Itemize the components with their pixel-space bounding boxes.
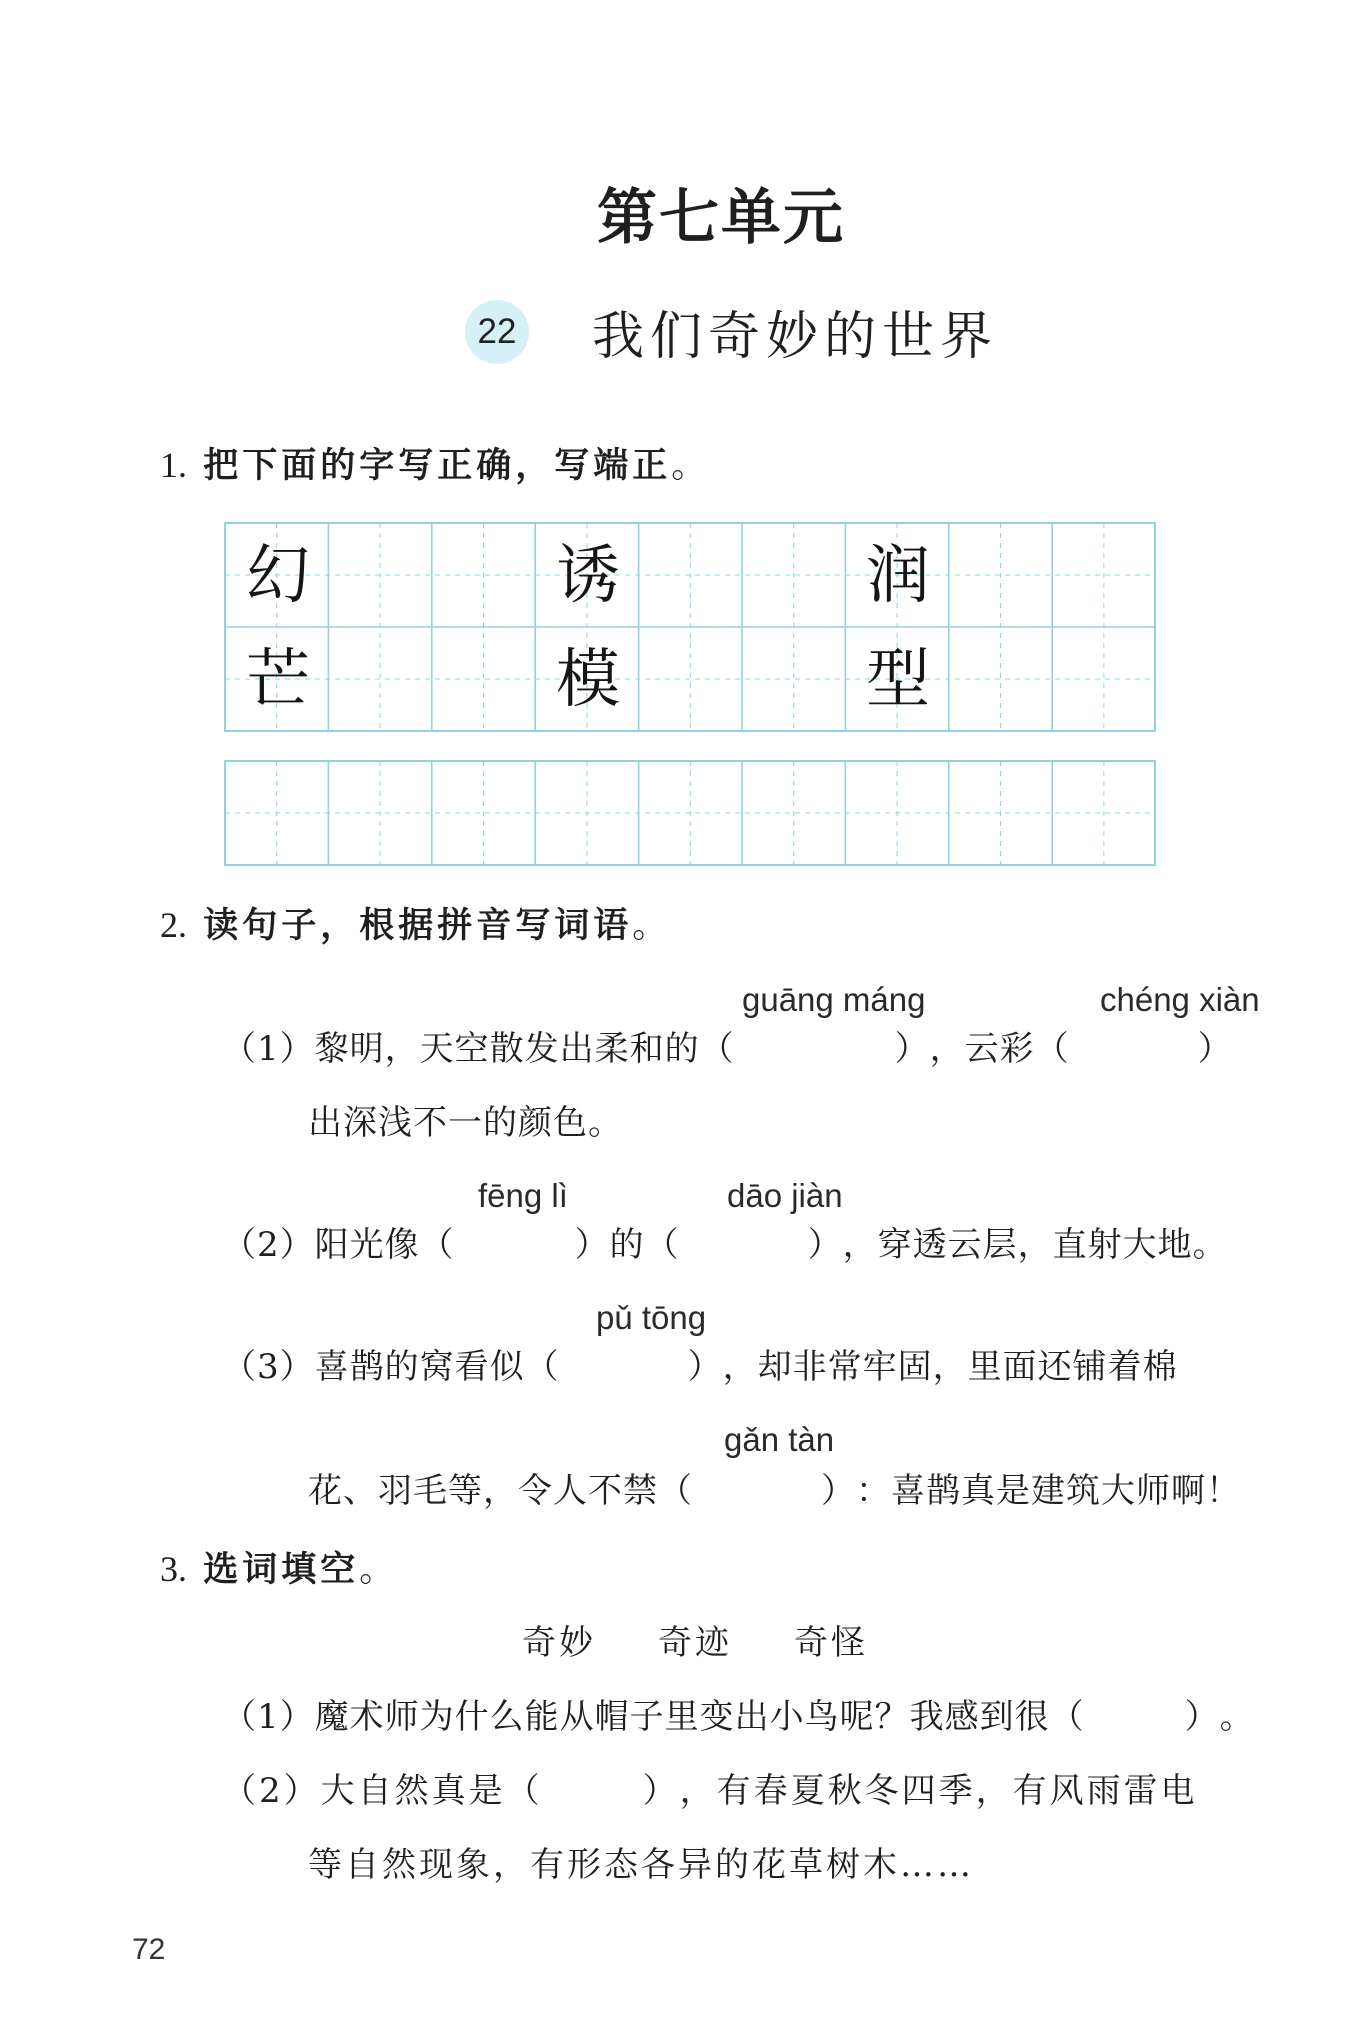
blank-gan-tan[interactable]: （ ）	[658, 1471, 856, 1511]
question-3-number: 3.	[160, 1549, 187, 1589]
model-char-huan: 幻	[246, 539, 310, 613]
question-3-heading	[160, 1544, 398, 1595]
q2-item-3-text-a: 喜鹊的窝看似	[314, 1347, 525, 1387]
pinyin-feng-li: fēng lì	[478, 1177, 568, 1214]
q2-item-2-text-b: 的	[609, 1225, 645, 1265]
q2-item-2-text-c: ，穿透云层，直射大地。	[842, 1225, 1228, 1265]
q2-item-3-text-b: ，却非常牢固，里面还铺着棉	[722, 1347, 1178, 1387]
lesson-number-badge: 22	[465, 300, 529, 364]
blank-guang-mang[interactable]: （ ）	[699, 1029, 930, 1069]
q2-item-2-text-a: 阳光像	[314, 1225, 420, 1265]
q2-item-1-number: （1）	[222, 1029, 315, 1069]
q2-item-3-number: （3）	[222, 1347, 315, 1387]
lesson-title: 我们奇妙的世界	[592, 307, 999, 367]
question-3-period: 。	[359, 1550, 399, 1590]
writing-grid-practice[interactable]	[224, 522, 1156, 732]
q2-item-3-line-1	[222, 1342, 1178, 1392]
q2-item-3-text-c: 花、羽毛等，令人不禁	[308, 1471, 658, 1511]
pinyin-dao-jian: dāo jiàn	[727, 1177, 843, 1214]
model-char-run: 润	[866, 539, 930, 613]
blank-q3-1[interactable]: （ ）	[1049, 1697, 1220, 1737]
q2-item-1-line-2: 出深浅不一的颜色。	[308, 1103, 623, 1143]
q3-item-1-line	[222, 1692, 1255, 1742]
pinyin-pu-tong: pǔ tōng	[596, 1299, 707, 1336]
question-2-number: 2.	[160, 905, 187, 945]
q3-item-2-text-b: ，有春夏秋冬四季，有风雨雷电	[679, 1771, 1198, 1811]
q2-item-3-text-d: ：喜鹊真是建筑大师啊！	[856, 1471, 1241, 1511]
choice-qimiao: 奇妙	[522, 1623, 596, 1663]
unit-title: 第七单元	[597, 183, 845, 253]
question-1-heading	[160, 440, 710, 491]
blank-feng-li[interactable]: （ ）	[419, 1225, 610, 1265]
model-char-xing: 型	[866, 643, 930, 717]
q2-item-2-line	[222, 1220, 1228, 1270]
question-1-period: 。	[671, 446, 711, 486]
pinyin-cheng-xian: chéng xiàn	[1100, 981, 1260, 1018]
q3-item-2-line-1	[222, 1766, 1198, 1816]
model-char-you: 诱	[556, 539, 620, 613]
writing-grid-blank[interactable]	[224, 760, 1156, 866]
q3-item-1-number: （1）	[222, 1697, 315, 1737]
q3-item-2-text-a: 大自然真是	[320, 1771, 506, 1811]
word-choices	[522, 1618, 930, 1668]
blank-cheng-xian[interactable]: （ ）	[1034, 1029, 1233, 1069]
q2-item-1-line-1	[222, 1024, 1233, 1074]
question-1-text: 把下面的字写正确，写端正	[203, 445, 672, 486]
q3-item-1-text-b: 。	[1219, 1697, 1255, 1737]
question-1-number: 1.	[160, 445, 187, 485]
question-2-heading	[160, 900, 671, 951]
model-char-mo: 模	[556, 643, 620, 717]
choice-qiji: 奇迹	[658, 1623, 732, 1663]
q2-item-3-line-2	[308, 1466, 1241, 1516]
page-number: 72	[132, 1933, 166, 1966]
model-char-mang: 芒	[246, 643, 310, 717]
blank-dao-jian[interactable]: （ ）	[644, 1225, 843, 1265]
q2-item-1-text-a: 黎明，天空散发出柔和的	[314, 1029, 700, 1069]
q3-item-2-line-2: 等自然现象，有形态各异的花草树木……	[308, 1845, 974, 1885]
blank-q3-2[interactable]: （ ）	[505, 1771, 680, 1811]
question-2-period: 。	[632, 906, 672, 946]
pinyin-gan-tan: gǎn tàn	[724, 1421, 835, 1458]
choice-qiguai: 奇怪	[794, 1623, 868, 1663]
q3-item-2-number: （2）	[222, 1771, 321, 1811]
blank-pu-tong[interactable]: （ ）	[524, 1347, 723, 1387]
q3-item-1-text-a: 魔术师为什么能从帽子里变出小鸟呢？我感到很	[314, 1697, 1050, 1737]
question-3-text: 选词填空	[203, 1549, 360, 1590]
pinyin-guang-mang: guāng máng	[742, 981, 926, 1018]
question-2-text: 读句子，根据拼音写词语	[203, 905, 633, 946]
q2-item-1-text-b: ，云彩	[929, 1029, 1035, 1069]
q2-item-2-number: （2）	[222, 1225, 315, 1265]
